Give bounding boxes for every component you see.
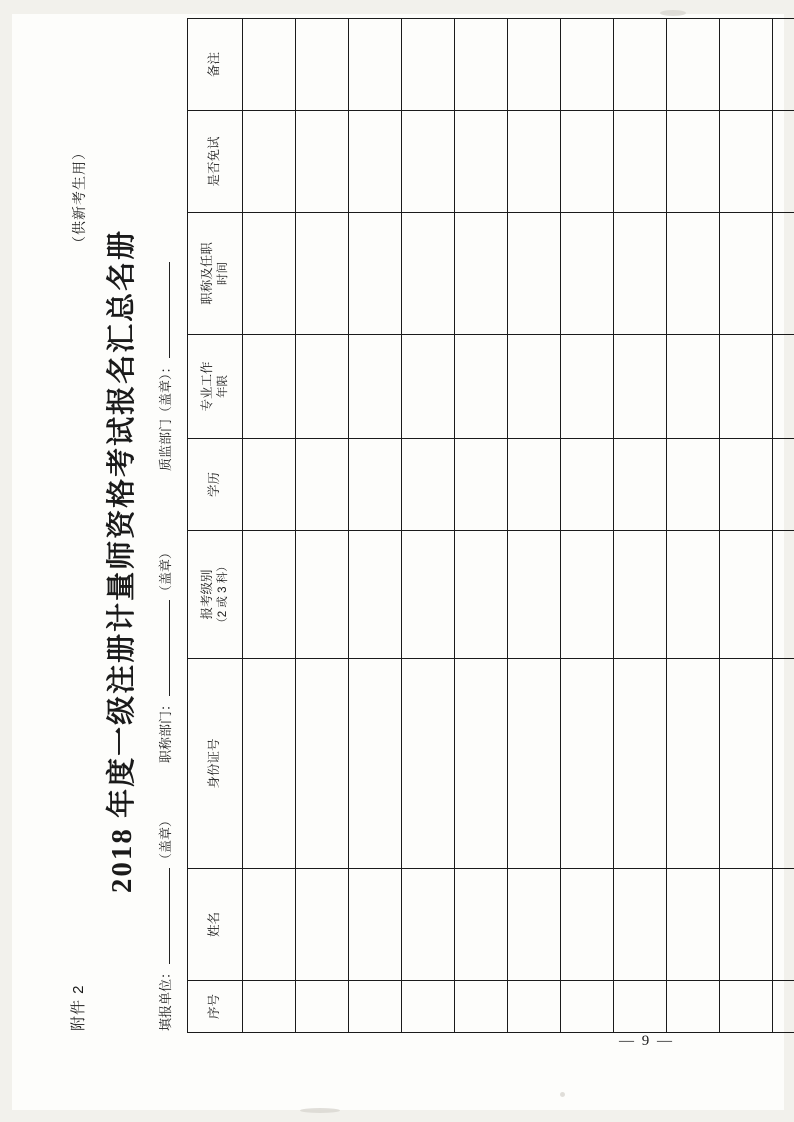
column-header-education <box>188 439 243 531</box>
field-quality-department-input[interactable] <box>156 262 170 358</box>
table-cell[interactable] <box>614 531 667 659</box>
table-cell[interactable] <box>667 659 720 869</box>
field-reporting-unit-label: 填报单位： <box>158 965 173 1031</box>
column-header-name <box>188 869 243 981</box>
table-row <box>614 19 667 1033</box>
table-cell[interactable] <box>508 111 561 213</box>
table-cell[interactable] <box>349 439 402 531</box>
table-cell[interactable] <box>667 213 720 335</box>
table-cell[interactable] <box>773 19 794 111</box>
rotated-content-area <box>47 52 747 1061</box>
page-number: — 9 — <box>619 1033 674 1049</box>
column-header-remark <box>188 19 243 111</box>
table-cell[interactable] <box>402 869 455 981</box>
table-header-row <box>188 19 243 1033</box>
table-row <box>720 19 773 1033</box>
table-cell[interactable] <box>296 869 349 981</box>
table-cell[interactable] <box>667 531 720 659</box>
column-header-seq <box>188 981 243 1033</box>
scan-artifact <box>300 1108 340 1113</box>
table-cell[interactable] <box>402 659 455 869</box>
table-cell[interactable] <box>508 531 561 659</box>
table-cell[interactable] <box>455 213 508 335</box>
table-cell[interactable] <box>349 869 402 981</box>
table-cell[interactable] <box>243 659 296 869</box>
table-cell[interactable] <box>561 981 614 1033</box>
table-cell[interactable] <box>243 869 296 981</box>
column-header-job-title-line1: 职称及任职 <box>200 242 214 305</box>
table-row <box>508 19 561 1033</box>
table-cell[interactable] <box>667 19 720 111</box>
table-cell[interactable] <box>667 981 720 1033</box>
table-cell[interactable] <box>667 869 720 981</box>
table-cell[interactable] <box>614 111 667 213</box>
table-cell[interactable] <box>720 111 773 213</box>
form-fields-row <box>155 91 181 1031</box>
table-cell[interactable] <box>296 439 349 531</box>
table-cell[interactable] <box>720 869 773 981</box>
table-cell[interactable] <box>508 335 561 439</box>
table-cell[interactable] <box>667 439 720 531</box>
table-cell[interactable] <box>296 659 349 869</box>
column-header-work-years <box>188 335 243 439</box>
column-header-job-title-line2: 时间 <box>216 262 229 285</box>
table-row <box>296 19 349 1033</box>
table-cell[interactable] <box>508 659 561 869</box>
field-title-department <box>155 546 174 763</box>
table-cell[interactable] <box>773 439 794 531</box>
table-cell[interactable] <box>243 111 296 213</box>
table-cell[interactable] <box>455 19 508 111</box>
column-header-id-number-line1: 身份证号 <box>207 738 222 789</box>
table-cell[interactable] <box>720 213 773 335</box>
field-title-department-suffix: （盖章） <box>158 545 173 598</box>
table-cell[interactable] <box>349 981 402 1033</box>
table-cell[interactable] <box>243 19 296 111</box>
table-cell[interactable] <box>561 19 614 111</box>
table-row <box>349 19 402 1033</box>
table-row <box>243 19 296 1033</box>
table-cell[interactable] <box>349 531 402 659</box>
table-cell[interactable] <box>402 531 455 659</box>
table-cell[interactable] <box>508 981 561 1033</box>
table-cell[interactable] <box>614 439 667 531</box>
column-header-id-number <box>188 659 243 869</box>
subtitle-note: （供新考生用） <box>71 145 87 250</box>
table-cell[interactable] <box>561 111 614 213</box>
table-cell[interactable] <box>455 111 508 213</box>
table-cell[interactable] <box>720 531 773 659</box>
table-cell[interactable] <box>773 335 794 439</box>
table-cell[interactable] <box>720 335 773 439</box>
field-reporting-unit-input[interactable] <box>156 868 170 964</box>
column-header-remark-line1: 备注 <box>207 52 222 78</box>
column-header-work-years-line2: 年限 <box>216 375 229 398</box>
table-cell[interactable] <box>614 659 667 869</box>
table-cell[interactable] <box>402 19 455 111</box>
field-title-department-input[interactable] <box>156 600 170 696</box>
table-cell[interactable] <box>349 659 402 869</box>
table-cell[interactable] <box>402 439 455 531</box>
table-cell[interactable] <box>773 213 794 335</box>
scan-edge-bottom <box>0 1110 794 1122</box>
table-cell[interactable] <box>773 981 794 1033</box>
column-header-work-years-line1: 专业工作 <box>200 361 214 412</box>
table-cell[interactable] <box>561 531 614 659</box>
column-header-seq-line1: 序号 <box>207 994 222 1020</box>
table-cell[interactable] <box>561 659 614 869</box>
scan-edge-left <box>0 0 12 1122</box>
column-header-exam-level-line1: 报考级别 <box>200 569 214 620</box>
table-cell[interactable] <box>455 531 508 659</box>
column-header-name-line1: 姓名 <box>207 912 222 938</box>
page-title: 2018 年度一级注册计量师资格考试报名汇总名册 <box>106 228 138 894</box>
scan-artifact <box>660 10 686 16</box>
table-cell[interactable] <box>243 335 296 439</box>
table-cell[interactable] <box>296 531 349 659</box>
table-row <box>455 19 508 1033</box>
table-cell[interactable] <box>402 213 455 335</box>
table-cell[interactable] <box>667 335 720 439</box>
scan-artifact <box>560 1092 565 1097</box>
field-quality-department <box>155 262 174 471</box>
column-header-job-title <box>188 213 243 335</box>
table-cell[interactable] <box>296 111 349 213</box>
table-cell[interactable] <box>296 19 349 111</box>
table-cell[interactable] <box>455 869 508 981</box>
table-cell[interactable] <box>561 869 614 981</box>
table-cell[interactable] <box>349 335 402 439</box>
table-cell[interactable] <box>402 111 455 213</box>
table-cell[interactable] <box>773 869 794 981</box>
column-header-education-line1: 学历 <box>207 472 222 498</box>
table-row <box>667 19 720 1033</box>
table-cell[interactable] <box>508 213 561 335</box>
table-cell[interactable] <box>720 19 773 111</box>
table-cell[interactable] <box>402 335 455 439</box>
field-reporting-unit-suffix: （盖章） <box>158 813 173 866</box>
table-cell[interactable] <box>455 981 508 1033</box>
table-cell[interactable] <box>561 213 614 335</box>
table-cell[interactable] <box>296 335 349 439</box>
column-header-exemption <box>188 111 243 213</box>
table-cell[interactable] <box>296 981 349 1033</box>
table-cell[interactable] <box>561 335 614 439</box>
table-cell[interactable] <box>720 981 773 1033</box>
field-quality-department-label: 质监部门（盖章）： <box>158 360 173 471</box>
table-cell[interactable] <box>243 981 296 1033</box>
column-header-exam-level <box>188 531 243 659</box>
table-cell[interactable] <box>561 439 614 531</box>
table-cell[interactable] <box>773 111 794 213</box>
table-cell[interactable] <box>720 439 773 531</box>
field-title-department-label: 职称部门： <box>158 697 173 763</box>
table-cell[interactable] <box>455 439 508 531</box>
table-cell[interactable] <box>455 659 508 869</box>
roster-table <box>187 18 794 1033</box>
table-row <box>773 19 794 1033</box>
field-reporting-unit <box>155 814 174 1031</box>
table-cell[interactable] <box>296 213 349 335</box>
table-cell[interactable] <box>614 869 667 981</box>
table-cell[interactable] <box>243 213 296 335</box>
table-cell[interactable] <box>614 335 667 439</box>
table-row <box>561 19 614 1033</box>
table-cell[interactable] <box>720 659 773 869</box>
table-cell[interactable] <box>614 19 667 111</box>
table-cell[interactable] <box>349 111 402 213</box>
table-cell[interactable] <box>349 19 402 111</box>
table-cell[interactable] <box>243 439 296 531</box>
table-cell[interactable] <box>773 531 794 659</box>
column-header-exemption-line1: 是否免试 <box>207 136 222 187</box>
table-cell[interactable] <box>349 213 402 335</box>
attachment-label: 附件 2 <box>70 984 87 1031</box>
table-row <box>402 19 455 1033</box>
table-cell[interactable] <box>667 111 720 213</box>
table-cell[interactable] <box>773 659 794 869</box>
table-cell[interactable] <box>614 981 667 1033</box>
table-cell[interactable] <box>243 531 296 659</box>
table-cell[interactable] <box>508 19 561 111</box>
table-cell[interactable] <box>614 213 667 335</box>
table-cell[interactable] <box>508 439 561 531</box>
column-header-exam-level-line2: （2 或 3 科） <box>216 560 229 629</box>
table-cell[interactable] <box>455 335 508 439</box>
table-cell[interactable] <box>508 869 561 981</box>
table-cell[interactable] <box>402 981 455 1033</box>
